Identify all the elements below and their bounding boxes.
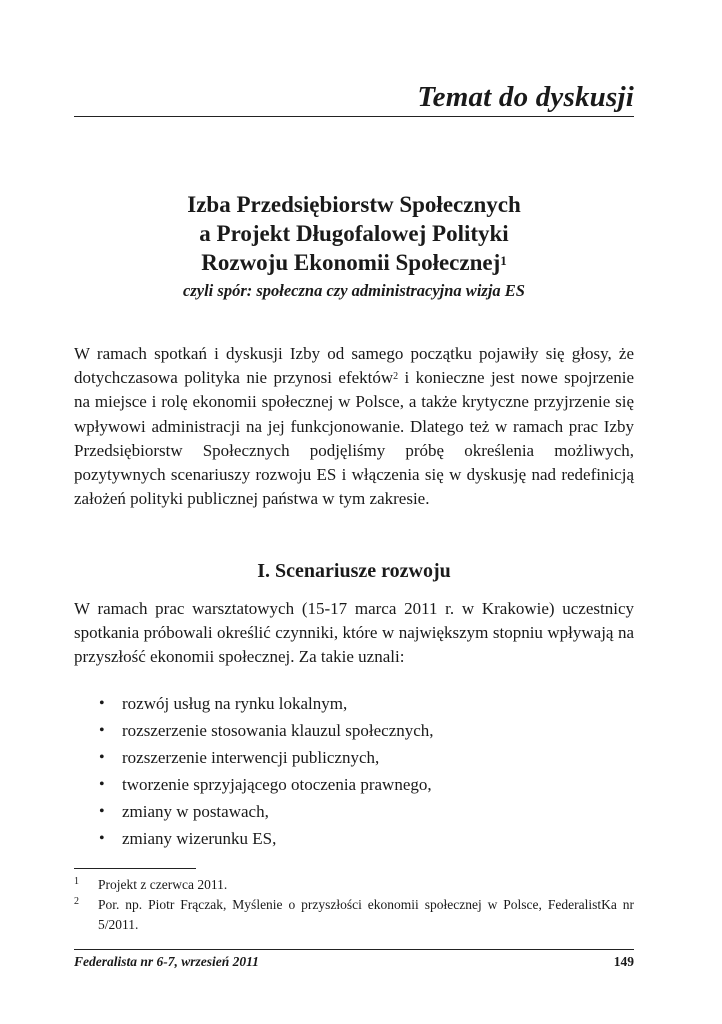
section-heading: I. Scenariusze rozwoju bbox=[257, 560, 451, 582]
journal-issue: Federalista nr 6-7, wrzesień 2011 bbox=[74, 954, 259, 969]
factors-list bbox=[74, 690, 634, 852]
list-item bbox=[74, 771, 634, 798]
footer-divider bbox=[74, 949, 634, 950]
intro-paragraph bbox=[74, 342, 634, 511]
footnote-number: 1 bbox=[74, 876, 79, 887]
list-item bbox=[74, 717, 634, 744]
page-footer bbox=[74, 952, 634, 974]
article-title-line-3-text: Rozwoju Ekonomii Społecznej bbox=[201, 250, 501, 275]
list-item-text: rozszerzenie stosowania klauzul społecznych, bbox=[122, 721, 434, 740]
bullet-icon: • bbox=[99, 830, 105, 847]
list-item-text: rozszerzenie interwencji publicznych, bbox=[122, 748, 380, 767]
bullet-icon: • bbox=[99, 803, 105, 820]
article-title-line-1: Izba Przedsiębiorstw Społecznych bbox=[187, 192, 521, 217]
bullet-icon: • bbox=[99, 695, 105, 712]
intro-text-part-2: i konieczne jest nowe spojrzenie na miejsce i rolę ekonomii społecznej w Polsce, a także krytyczne przyjrzenie się wpływowi administracji na jej funkcjonowanie. Dlatego też w ramach prac Izby Przedsiębiorstw Społecznych podjęliśmy próbę określenia możliwych, pozytywnych scenariuszy rozwoju ES i włączenia się w dyskusję nad redefinicją założeń polityki publicznej państwa w tym zakresie. bbox=[74, 368, 635, 509]
article-subtitle: czyli spór: społeczna czy administracyjna wizja ES bbox=[183, 281, 525, 300]
section-title: Temat do dyskusji bbox=[417, 81, 634, 113]
section-paragraph: W ramach prac warsztatowych (15-17 marca 2011 r. w Krakowie) uczestnicy spotkania próbowali określić czynniki, które w największym stopniu wpływają na przyszłość ekonomii społecznej. Za takie uznali: bbox=[74, 599, 634, 667]
footnote-text: Por. np. Piotr Frączak, Myślenie o przyszłości ekonomii społecznej w Polsce, FederalistKa nr 5/2011. bbox=[98, 897, 634, 932]
bullet-icon: • bbox=[99, 722, 105, 739]
article-title-line-3 bbox=[74, 248, 634, 277]
footnotes bbox=[74, 875, 634, 935]
intro-text-part-1: W ramach spotkań i dyskusji Izby od samego początku pojawiły się głosy, że dotychczasowa polityka nie przynosi efektów bbox=[74, 344, 634, 388]
list-item-text: zmiany wizerunku ES, bbox=[122, 829, 277, 848]
footnote-text: Projekt z czerwca 2011. bbox=[98, 877, 228, 892]
bullet-icon: • bbox=[99, 776, 105, 793]
list-item bbox=[74, 798, 634, 825]
article-title-line-2: a Projekt Długofalowej Polityki bbox=[199, 221, 509, 246]
list-item bbox=[74, 825, 634, 852]
footnote-ref-1[interactable]: 1 bbox=[500, 253, 507, 268]
list-item bbox=[74, 744, 634, 771]
bullet-icon: • bbox=[99, 749, 105, 766]
footnote-number: 2 bbox=[74, 896, 79, 907]
list-item-text: tworzenie sprzyjającego otoczenia prawnego, bbox=[122, 775, 432, 794]
list-item-text: zmiany w postawach, bbox=[122, 802, 269, 821]
article-title-block bbox=[74, 190, 634, 303]
list-item bbox=[74, 690, 634, 717]
page-number: 149 bbox=[613, 954, 634, 969]
list-item-text: rozwój usług na rynku lokalnym, bbox=[122, 694, 348, 713]
footnote-divider bbox=[74, 868, 196, 869]
footnote-2 bbox=[74, 895, 634, 935]
section-header bbox=[74, 80, 634, 117]
footnote-ref-2[interactable]: 2 bbox=[393, 371, 399, 383]
footnote-1 bbox=[74, 875, 634, 895]
